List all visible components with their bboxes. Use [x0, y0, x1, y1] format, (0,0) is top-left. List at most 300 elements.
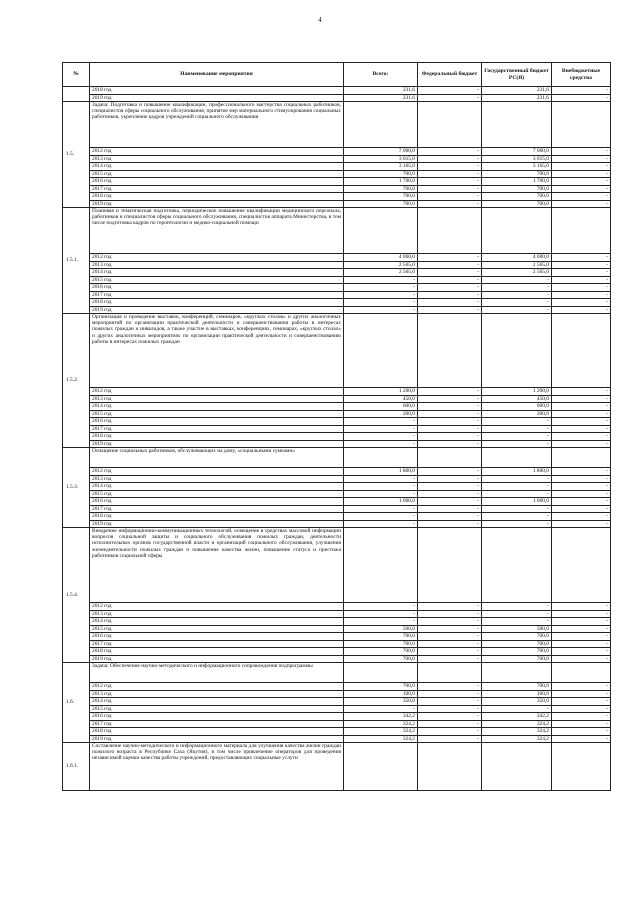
year-row: [63, 520, 611, 528]
total-value: -: [344, 440, 418, 448]
year-row: [63, 735, 611, 743]
total-value: -: [344, 483, 418, 491]
federal-value: -: [418, 698, 482, 706]
year-label: 2013 год: [90, 395, 344, 403]
empty-cell: [418, 743, 482, 791]
extrabudgetary-value: -: [552, 483, 611, 491]
total-value: -: [344, 705, 418, 713]
year-label: 2016 год: [90, 633, 344, 641]
year-row: [63, 254, 611, 262]
item-number: 1.6.1.: [63, 743, 90, 791]
year-row: [63, 505, 611, 513]
federal-value: -: [418, 395, 482, 403]
year-row: [63, 625, 611, 633]
header-total: Всего:: [344, 63, 418, 87]
activity-title: Составление научно-методического и информационного материала для улучшения качества жизни граждан пожилого возраста в Республике Саха (Якутия), в том числе привлечение операторов для проведения независимой оценки качества работы учреждений, предоставляющих социальные услуги: [90, 743, 344, 791]
total-value: 231,6: [344, 87, 418, 95]
extrabudgetary-value: -: [552, 625, 611, 633]
year-row: [63, 633, 611, 641]
federal-value: -: [418, 269, 482, 277]
state-value: 500,0: [482, 625, 552, 633]
extrabudgetary-value: -: [552, 705, 611, 713]
year-label: 2014 год: [90, 698, 344, 706]
year-row: [63, 690, 611, 698]
state-value: 1 700,0: [482, 178, 552, 186]
empty-cell: [344, 448, 418, 468]
state-value: -: [482, 490, 552, 498]
year-row: [63, 483, 611, 491]
year-row: [63, 648, 611, 656]
year-row: [63, 683, 611, 691]
state-value: 324,2: [482, 735, 552, 743]
state-value: 2 565,0: [482, 269, 552, 277]
extrabudgetary-value: -: [552, 284, 611, 292]
state-value: -: [482, 299, 552, 307]
year-row: [63, 468, 611, 476]
total-value: -: [344, 291, 418, 299]
year-row: [63, 410, 611, 418]
state-value: -: [482, 440, 552, 448]
total-value: -: [344, 490, 418, 498]
federal-value: -: [418, 185, 482, 193]
state-value: 4 000,0: [482, 254, 552, 262]
federal-value: -: [418, 728, 482, 736]
state-value: 1 200,0: [482, 388, 552, 396]
total-value: 1 200,0: [344, 388, 418, 396]
state-value: -: [482, 475, 552, 483]
total-value: 450,0: [344, 395, 418, 403]
federal-value: -: [418, 388, 482, 396]
empty-cell: [344, 663, 418, 683]
year-row: [63, 395, 611, 403]
empty-cell: [344, 208, 418, 254]
empty-cell: [552, 102, 611, 148]
federal-value: -: [418, 284, 482, 292]
total-value: -: [344, 284, 418, 292]
state-value: 450,0: [482, 395, 552, 403]
state-value: 600,0: [482, 403, 552, 411]
empty-cell: [418, 528, 482, 603]
empty-cell: [482, 663, 552, 683]
empty-cell: [552, 208, 611, 254]
year-row: [63, 185, 611, 193]
total-value: -: [344, 433, 418, 441]
federal-value: -: [418, 625, 482, 633]
year-label: 2018 год: [90, 299, 344, 307]
federal-value: -: [418, 403, 482, 411]
year-label: 2013 год: [90, 475, 344, 483]
year-row: [63, 698, 611, 706]
total-value: 3 165,0: [344, 163, 418, 171]
year-row: [63, 440, 611, 448]
federal-value: -: [418, 735, 482, 743]
header-extrabudgetary: Внебюджетные средства: [552, 63, 611, 87]
federal-value: -: [418, 410, 482, 418]
extrabudgetary-value: -: [552, 185, 611, 193]
total-value: 2 565,0: [344, 261, 418, 269]
year-label: 2018 год: [90, 87, 344, 95]
total-value: 700,0: [344, 683, 418, 691]
item-number: [63, 87, 90, 102]
total-value: 200,0: [344, 410, 418, 418]
activity-title: Организация и проведение выставок, конференций, семинаров, «круглых столов» и других аналогичных мероприятий по организации практической деятельности и совершенствования работы в интересах пожилых граждан и инвалидов, а также участие в выставках, конференциях, семинарах, «круглых столах» и других аналогичных мероприятиях по организации практической деятельности и совершенствованию работы в интересах пожилых граждан: [90, 314, 344, 388]
empty-cell: [482, 448, 552, 468]
empty-cell: [344, 102, 418, 148]
federal-value: -: [418, 475, 482, 483]
total-value: 700,0: [344, 655, 418, 663]
year-row: [63, 705, 611, 713]
extrabudgetary-value: -: [552, 505, 611, 513]
state-value: -: [482, 483, 552, 491]
year-label: 2014 год: [90, 269, 344, 277]
year-row: [63, 155, 611, 163]
year-row: [63, 261, 611, 269]
federal-value: -: [418, 633, 482, 641]
federal-value: -: [418, 87, 482, 95]
task-row: [63, 448, 611, 468]
federal-value: -: [418, 291, 482, 299]
federal-value: -: [418, 603, 482, 611]
year-row: [63, 498, 611, 506]
extrabudgetary-value: -: [552, 254, 611, 262]
extrabudgetary-value: -: [552, 498, 611, 506]
federal-value: -: [418, 148, 482, 156]
state-value: -: [482, 291, 552, 299]
year-row: [63, 170, 611, 178]
table-body: [63, 87, 611, 791]
activity-title: Задача: Подготовка и повышение квалификации, профессионального мастерства социальных работников, специалистов сферы социального обслуживания, принятие мер материального стимулирования социальных работников, укрепление кадров учреждений социального обслуживания: [90, 102, 344, 148]
federal-value: -: [418, 618, 482, 626]
total-value: 700,0: [344, 170, 418, 178]
state-value: 2 565,0: [482, 261, 552, 269]
total-value: -: [344, 475, 418, 483]
extrabudgetary-value: -: [552, 648, 611, 656]
year-label: 2017 год: [90, 720, 344, 728]
total-value: 7 000,0: [344, 148, 418, 156]
year-row: [63, 490, 611, 498]
state-value: -: [482, 276, 552, 284]
total-value: 2 565,0: [344, 269, 418, 277]
year-label: 2017 год: [90, 640, 344, 648]
year-row: [63, 720, 611, 728]
extrabudgetary-value: -: [552, 200, 611, 208]
extrabudgetary-value: -: [552, 193, 611, 201]
year-label: 2018 год: [90, 513, 344, 521]
extrabudgetary-value: -: [552, 87, 611, 95]
total-value: -: [344, 618, 418, 626]
extrabudgetary-value: -: [552, 728, 611, 736]
federal-value: -: [418, 683, 482, 691]
extrabudgetary-value: -: [552, 640, 611, 648]
item-number: 1.5.: [63, 102, 90, 208]
year-label: 2017 год: [90, 505, 344, 513]
total-value: 350,0: [344, 698, 418, 706]
empty-cell: [344, 314, 418, 388]
activity-title: Оснащение социальных работников, обслуживающих на дому, «социальными сумками»: [90, 448, 344, 468]
extrabudgetary-value: -: [552, 178, 611, 186]
year-label: 2015 год: [90, 705, 344, 713]
year-row: [63, 618, 611, 626]
empty-cell: [418, 663, 482, 683]
year-label: 2018 год: [90, 433, 344, 441]
year-label: 2013 год: [90, 155, 344, 163]
extrabudgetary-value: -: [552, 633, 611, 641]
federal-value: -: [418, 690, 482, 698]
state-value: -: [482, 513, 552, 521]
total-value: -: [344, 610, 418, 618]
header-number: №: [63, 63, 90, 87]
task-row: [63, 528, 611, 603]
year-label: 2016 год: [90, 284, 344, 292]
federal-value: -: [418, 261, 482, 269]
state-value: -: [482, 610, 552, 618]
year-label: 2014 год: [90, 163, 344, 171]
activity-title: Плановая и тематическая подготовка, периодическое повышение квалификации медицинского персонала, работников и специалистов сферы социального обслуживания, специалистов аппарата Министерства, в том числе подготовка кадров по геронтологии и медико-социальной помощи: [90, 208, 344, 254]
total-value: 700,0: [344, 185, 418, 193]
extrabudgetary-value: -: [552, 698, 611, 706]
year-label: 2019 год: [90, 200, 344, 208]
year-row: [63, 276, 611, 284]
state-value: -: [482, 418, 552, 426]
federal-value: -: [418, 254, 482, 262]
header-activity-name: Наименование мероприятия: [90, 63, 344, 87]
empty-cell: [552, 448, 611, 468]
year-row: [63, 603, 611, 611]
year-label: 2012 год: [90, 388, 344, 396]
extrabudgetary-value: -: [552, 468, 611, 476]
federal-value: -: [418, 163, 482, 171]
header-state-budget: Государственный бюджет РС(Я): [482, 63, 552, 87]
task-row: [63, 102, 611, 148]
state-value: -: [482, 433, 552, 441]
year-label: 2019 год: [90, 306, 344, 314]
total-value: -: [344, 520, 418, 528]
total-value: 1 000,0: [344, 498, 418, 506]
year-label: 2018 год: [90, 648, 344, 656]
item-number: 1.5.1.: [63, 208, 90, 314]
state-value: -: [482, 520, 552, 528]
empty-cell: [552, 663, 611, 683]
extrabudgetary-value: -: [552, 603, 611, 611]
extrabudgetary-value: -: [552, 490, 611, 498]
federal-value: -: [418, 178, 482, 186]
federal-value: -: [418, 720, 482, 728]
federal-value: -: [418, 155, 482, 163]
extrabudgetary-value: -: [552, 618, 611, 626]
extrabudgetary-value: -: [552, 291, 611, 299]
federal-value: -: [418, 513, 482, 521]
task-row: [63, 314, 611, 388]
total-value: 700,0: [344, 633, 418, 641]
year-label: 2019 год: [90, 520, 344, 528]
federal-value: -: [418, 640, 482, 648]
state-value: 700,0: [482, 193, 552, 201]
total-value: -: [344, 603, 418, 611]
federal-value: -: [418, 520, 482, 528]
year-row: [63, 475, 611, 483]
state-value: -: [482, 603, 552, 611]
total-value: 342,2: [344, 713, 418, 721]
empty-cell: [418, 448, 482, 468]
empty-cell: [552, 743, 611, 791]
year-label: 2012 год: [90, 148, 344, 156]
year-label: 2014 год: [90, 483, 344, 491]
year-label: 2016 год: [90, 418, 344, 426]
state-value: 3 015,0: [482, 155, 552, 163]
extrabudgetary-value: -: [552, 395, 611, 403]
year-label: 2015 год: [90, 410, 344, 418]
federal-value: -: [418, 433, 482, 441]
year-label: 2015 год: [90, 490, 344, 498]
year-row: [63, 403, 611, 411]
year-label: 2012 год: [90, 603, 344, 611]
year-label: 2014 год: [90, 403, 344, 411]
federal-value: -: [418, 610, 482, 618]
year-row: [63, 284, 611, 292]
extrabudgetary-value: -: [552, 475, 611, 483]
year-row: [63, 728, 611, 736]
extrabudgetary-value: -: [552, 433, 611, 441]
state-value: 342,2: [482, 713, 552, 721]
year-label: 2016 год: [90, 178, 344, 186]
empty-cell: [552, 314, 611, 388]
federal-value: -: [418, 193, 482, 201]
year-label: 2019 год: [90, 94, 344, 102]
year-label: 2017 год: [90, 425, 344, 433]
year-row: [63, 193, 611, 201]
year-label: 2017 год: [90, 185, 344, 193]
extrabudgetary-value: -: [552, 388, 611, 396]
state-value: 350,0: [482, 698, 552, 706]
year-row: [63, 425, 611, 433]
federal-value: -: [418, 299, 482, 307]
year-row: [63, 418, 611, 426]
federal-value: -: [418, 655, 482, 663]
state-value: 700,0: [482, 640, 552, 648]
year-row: [63, 163, 611, 171]
federal-value: -: [418, 306, 482, 314]
extrabudgetary-value: -: [552, 425, 611, 433]
year-label: 2013 год: [90, 610, 344, 618]
item-number: 1.5.2.: [63, 314, 90, 448]
state-value: -: [482, 425, 552, 433]
year-row: [63, 433, 611, 441]
item-number: 1.5.3.: [63, 448, 90, 528]
table-header-row: [63, 63, 611, 87]
year-label: 2013 год: [90, 261, 344, 269]
extrabudgetary-value: -: [552, 713, 611, 721]
extrabudgetary-value: -: [552, 170, 611, 178]
total-value: 1 700,0: [344, 178, 418, 186]
extrabudgetary-value: -: [552, 520, 611, 528]
federal-value: -: [418, 94, 482, 102]
federal-value: -: [418, 276, 482, 284]
extrabudgetary-value: -: [552, 299, 611, 307]
state-value: -: [482, 705, 552, 713]
total-value: -: [344, 505, 418, 513]
page-number: 4: [318, 16, 322, 24]
state-value: -: [482, 505, 552, 513]
total-value: 100,0: [344, 690, 418, 698]
extrabudgetary-value: -: [552, 418, 611, 426]
task-row: [63, 208, 611, 254]
federal-value: -: [418, 490, 482, 498]
extrabudgetary-value: -: [552, 655, 611, 663]
state-value: 231,6: [482, 94, 552, 102]
federal-value: -: [418, 713, 482, 721]
state-value: -: [482, 618, 552, 626]
year-row: [63, 299, 611, 307]
state-value: 3 165,0: [482, 163, 552, 171]
extrabudgetary-value: -: [552, 690, 611, 698]
extrabudgetary-value: -: [552, 155, 611, 163]
state-value: 700,0: [482, 200, 552, 208]
year-label: 2012 год: [90, 683, 344, 691]
year-label: 2012 год: [90, 468, 344, 476]
year-row: [63, 148, 611, 156]
total-value: -: [344, 306, 418, 314]
year-label: 2015 год: [90, 170, 344, 178]
year-label: 2015 год: [90, 625, 344, 633]
total-value: -: [344, 425, 418, 433]
federal-value: -: [418, 648, 482, 656]
extrabudgetary-value: -: [552, 683, 611, 691]
empty-cell: [552, 528, 611, 603]
item-number: 1.5.4.: [63, 528, 90, 663]
total-value: 231,6: [344, 94, 418, 102]
extrabudgetary-value: -: [552, 148, 611, 156]
state-value: 700,0: [482, 655, 552, 663]
task-row: [63, 663, 611, 683]
state-value: 1 800,0: [482, 468, 552, 476]
total-value: 1 800,0: [344, 468, 418, 476]
year-label: 2018 год: [90, 193, 344, 201]
federal-value: -: [418, 705, 482, 713]
empty-cell: [418, 208, 482, 254]
total-value: -: [344, 299, 418, 307]
federal-value: -: [418, 200, 482, 208]
activity-title: Задача: Обеспечение научно-методического и информационного сопровождения подпрограммы: [90, 663, 344, 683]
extrabudgetary-value: -: [552, 306, 611, 314]
total-value: 700,0: [344, 648, 418, 656]
state-value: 700,0: [482, 683, 552, 691]
federal-value: -: [418, 483, 482, 491]
extrabudgetary-value: -: [552, 610, 611, 618]
year-row: [63, 655, 611, 663]
empty-cell: [344, 743, 418, 791]
budget-table: [62, 62, 611, 791]
empty-cell: [482, 102, 552, 148]
year-row: [63, 388, 611, 396]
extrabudgetary-value: -: [552, 261, 611, 269]
year-row: [63, 200, 611, 208]
year-row: [63, 94, 611, 102]
extrabudgetary-value: -: [552, 735, 611, 743]
header-federal-budget: Федеральный бюджет: [418, 63, 482, 87]
extrabudgetary-value: -: [552, 94, 611, 102]
state-value: 100,0: [482, 690, 552, 698]
state-value: 200,0: [482, 410, 552, 418]
task-row: [63, 743, 611, 791]
total-value: 700,0: [344, 640, 418, 648]
extrabudgetary-value: -: [552, 410, 611, 418]
item-number: 1.6.: [63, 663, 90, 743]
year-label: 2013 год: [90, 690, 344, 698]
federal-value: -: [418, 505, 482, 513]
total-value: 324,2: [344, 720, 418, 728]
year-row: [63, 713, 611, 721]
state-value: 231,6: [482, 87, 552, 95]
